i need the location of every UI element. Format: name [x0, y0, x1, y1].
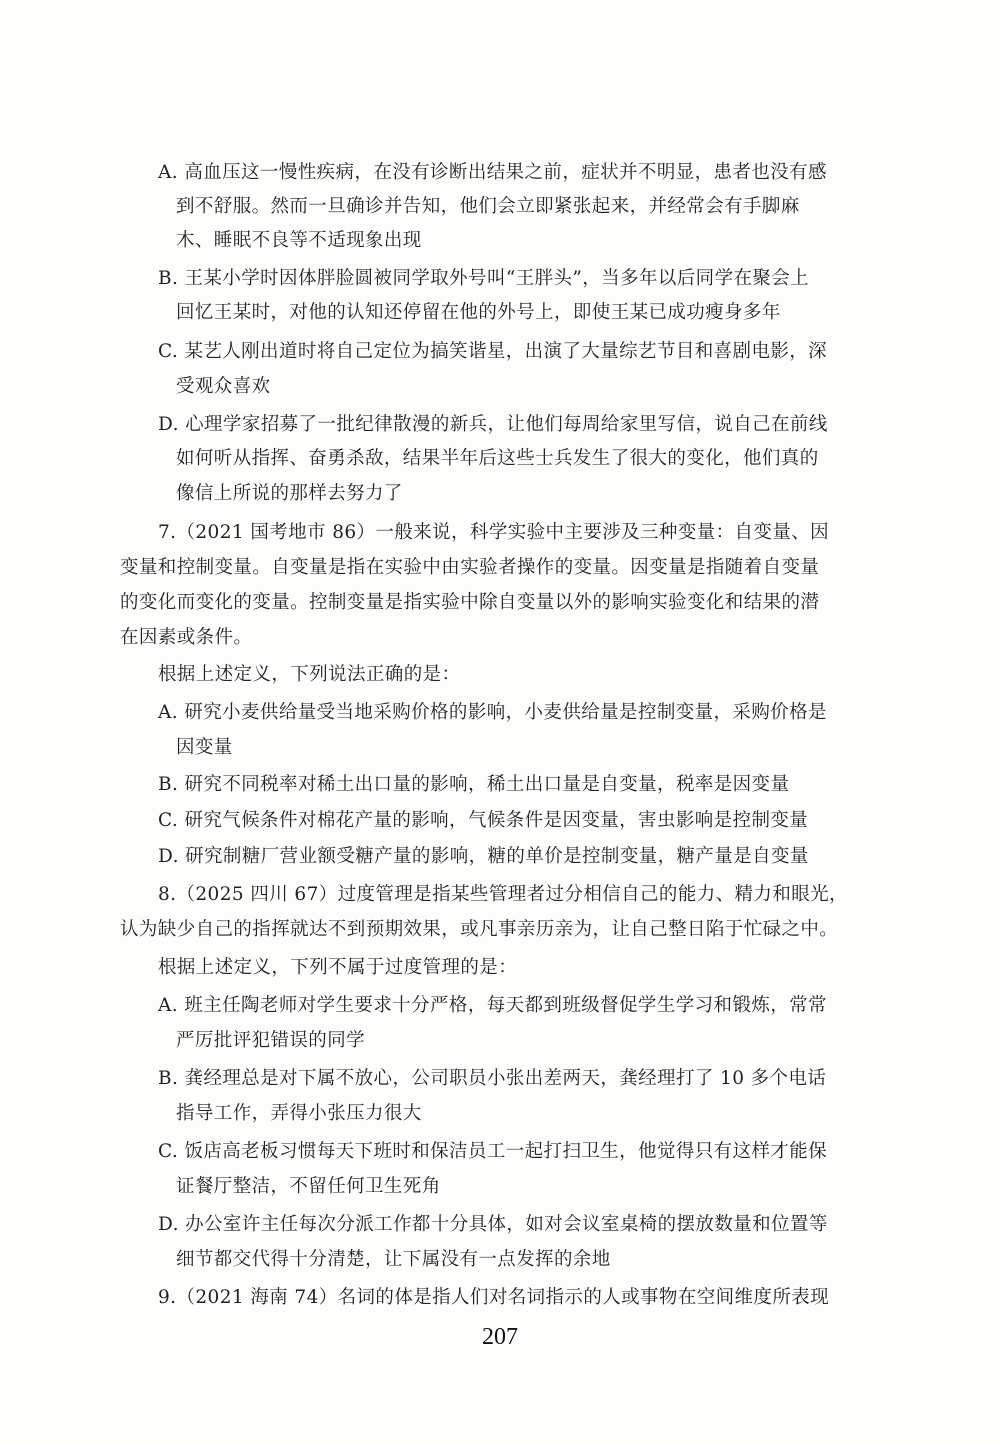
option-line: 受观众喜欢: [176, 376, 271, 397]
question-stem-line: 变量和控制变量。自变量是指在实验中由实验者操作的变量。因变量是指随着自变量: [120, 557, 820, 578]
option-line: A. 班主任陶老师对学生要求十分严格，每天都到班级督促学生学习和锻炼，常常: [158, 995, 827, 1016]
option-line: C. 饭店高老板习惯每天下班时和保洁员工一起打扫卫生，他觉得只有这样才能保: [158, 1141, 828, 1162]
option-line: D. 办公室许主任每次分派工作都十分具体，如对会议室桌椅的摆放数量和位置等: [158, 1214, 828, 1235]
option-line: 因变量: [176, 737, 233, 758]
question-stem-line: 在因素或条件。: [120, 627, 253, 648]
option-line: B. 研究不同税率对稀土出口量的影响，稀土出口量是自变量，税率是因变量: [158, 774, 790, 795]
option-line: 如何听从指挥、奋勇杀敌，结果半年后这些士兵发生了很大的变化，他们真的: [176, 448, 819, 469]
option-line: 指导工作，弄得小张压力很大: [176, 1103, 422, 1124]
question-stem-line: 认为缺少自己的指挥就达不到预期效果，或凡事亲历亲为，让自己整日陷于忙碌之中。: [120, 919, 839, 940]
option-line: A. 研究小麦供给量受当地采购价格的影响，小麦供给量是控制变量，采购价格是: [158, 702, 827, 723]
option-line: C. 研究气候条件对棉花产量的影响，气候条件是因变量，害虫影响是控制变量: [158, 810, 809, 831]
question-prompt: 根据上述定义，下列不属于过度管理的是：: [158, 957, 518, 978]
option-line: 细节都交代得十分清楚，让下属没有一点发挥的余地: [176, 1249, 611, 1270]
option-line: 像信上所说的那样去努力了: [176, 483, 403, 504]
option-line: B. 龚经理总是对下属不放心，公司职员小张出差两天，龚经理打了 10 多个电话: [158, 1068, 827, 1089]
option-line: 证餐厅整洁，不留任何卫生死角: [176, 1176, 441, 1197]
question-stem-line: 9.（2021 海南 74）名词的体是指人们对名词指示的人或事物在空间维度所表现: [158, 1287, 830, 1308]
option-line: 回忆王某时，对他的认知还停留在他的外号上，即使王某已成功瘦身多年: [176, 302, 781, 323]
option-line: 到不舒服。然而一旦确诊并告知，他们会立即紧张起来，并经常会有手脚麻: [176, 196, 800, 217]
option-line: C. 某艺人刚出道时将自己定位为搞笑谐星，出演了大量综艺节目和喜剧电影，深: [158, 341, 828, 362]
question-stem-line: 8.（2025 四川 67）过度管理是指某些管理者过分相信自己的能力、精力和眼光，: [158, 884, 848, 905]
page-number: 207: [482, 1324, 518, 1350]
option-line: B. 王某小学时因体胖脸圆被同学取外号叫“王胖头”，当多年以后同学在聚会上: [158, 268, 810, 289]
option-line: 木、睡眠不良等不适现象出现: [176, 230, 422, 251]
option-line: 严厉批评犯错误的同学: [176, 1030, 366, 1051]
question-stem-line: 的变化而变化的变量。控制变量是指实验中除自变量以外的影响实验变化和结果的潜: [120, 592, 820, 613]
option-line: D. 心理学家招募了一批纪律散漫的新兵，让他们每周给家里写信，说自己在前线: [158, 414, 828, 435]
option-line: D. 研究制糖厂营业额受糖产量的影响，糖的单价是控制变量，糖产量是自变量: [158, 846, 809, 867]
option-line: A. 高血压这一慢性疾病，在没有诊断出结果之前，症状并不明显，患者也没有感: [158, 162, 827, 183]
question-stem-line: 7.（2021 国考地市 86）一般来说，科学实验中主要涉及三种变量：自变量、因: [158, 522, 830, 543]
question-prompt: 根据上述定义，下列说法正确的是：: [158, 664, 461, 685]
